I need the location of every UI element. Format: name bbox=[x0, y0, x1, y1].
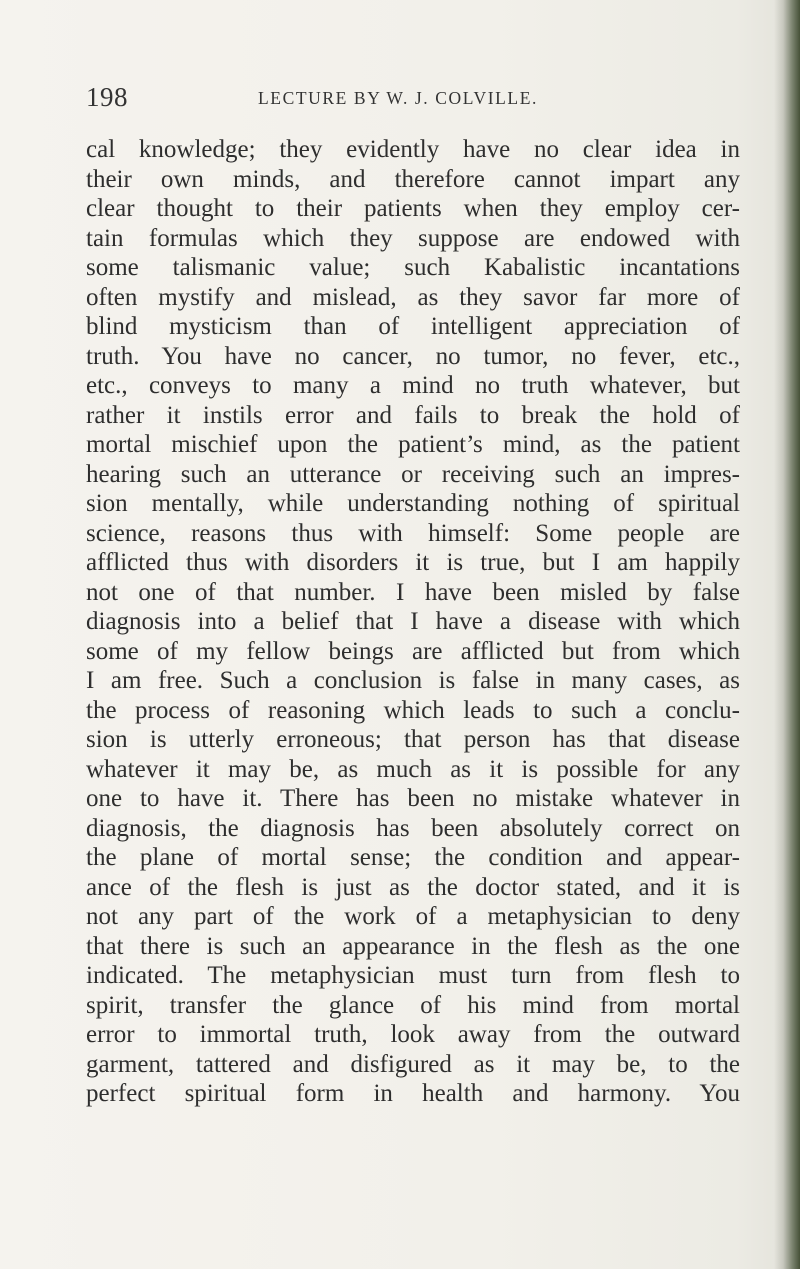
text-line: I am free. Such a conclusion is false in many cases, as bbox=[86, 667, 740, 694]
text-line: their own minds, and therefore cannot impart any bbox=[86, 165, 740, 193]
text-line: the process of reasoning which leads to such a conclu- bbox=[86, 696, 740, 724]
text-line: whatever it may be, as much as it is possible for any bbox=[86, 755, 740, 783]
text-line: ance of the flesh is just as the doctor stated, and it is bbox=[86, 873, 740, 901]
text-line: science, reasons thus with himself: Some people are bbox=[86, 519, 740, 547]
text-line: afflicted thus with disorders it is true, but I am happily bbox=[86, 549, 740, 576]
text-line: perfect spiritual form in health and harmony. You bbox=[86, 1080, 740, 1107]
text-line: not any part of the work of a metaphysician to deny bbox=[86, 903, 740, 930]
running-head: LECTURE BY W. J. COLVILLE. bbox=[258, 88, 538, 108]
page-number: 198 bbox=[86, 82, 128, 112]
text-line: etc., conveys to many a mind no truth whatever, but bbox=[86, 372, 740, 399]
text-line: sion is utterly erroneous; that person has that disease bbox=[86, 726, 740, 753]
page-header bbox=[86, 82, 726, 112]
text-line: some talismanic value; such Kabalistic incantations bbox=[86, 254, 740, 281]
text-line: often mystify and mislead, as they savor far more of bbox=[86, 283, 740, 311]
text-line: not one of that number. I have been misled by false bbox=[86, 578, 740, 606]
body-text bbox=[86, 135, 740, 1109]
text-line: clear thought to their patients when they employ cer- bbox=[86, 195, 740, 222]
text-line: tain formulas which they suppose are endowed with bbox=[86, 224, 740, 252]
text-line: the plane of mortal sense; the condition and appear- bbox=[86, 844, 740, 871]
text-line: one to have it. There has been no mistake whatever in bbox=[86, 785, 740, 812]
text-line: diagnosis into a belief that I have a disease with which bbox=[86, 608, 740, 635]
text-line: some of my fellow beings are afflicted but from which bbox=[86, 637, 740, 665]
page-edge-shadow bbox=[774, 0, 800, 1269]
text-line: sion mentally, while understanding nothing of spiritual bbox=[86, 490, 740, 517]
text-line: diagnosis, the diagnosis has been absolutely correct on bbox=[86, 814, 740, 842]
text-line: indicated. The metaphysician must turn from flesh to bbox=[86, 962, 740, 989]
text-line: cal knowledge; they evidently have no clear idea in bbox=[86, 136, 740, 163]
text-line: truth. You have no cancer, no tumor, no fever, etc., bbox=[86, 342, 740, 370]
text-line: error to immortal truth, look away from the outward bbox=[86, 1021, 740, 1048]
text-line: garment, tattered and disfigured as it may be, to the bbox=[86, 1050, 740, 1078]
text-line: rather it instils error and fails to break the hold of bbox=[86, 401, 740, 429]
text-line: spirit, transfer the glance of his mind from mortal bbox=[86, 991, 740, 1019]
text-line: hearing such an utterance or receiving such an impres- bbox=[86, 460, 740, 488]
text-line: blind mysticism than of intelligent appreciation of bbox=[86, 313, 740, 340]
text-line: that there is such an appearance in the flesh as the one bbox=[86, 932, 740, 960]
text-line: mortal mischief upon the patient’s mind, as the patient bbox=[86, 431, 740, 458]
